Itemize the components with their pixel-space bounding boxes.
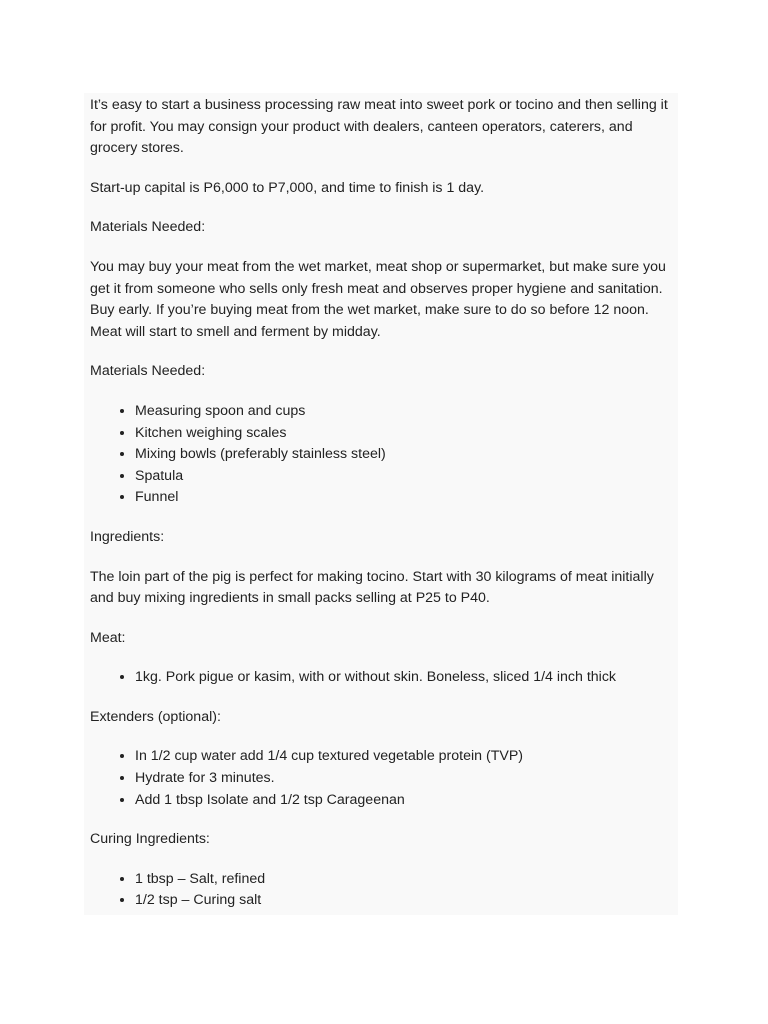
materials-heading: Materials Needed: <box>90 219 206 236</box>
extenders-list <box>90 746 676 811</box>
meat-sourcing-paragraph: You may buy your meat from the wet market, meat shop or supermarket, but make sure you get it from someone who sells only fresh meat and observes proper hygiene and sanitation. Buy early. If you’re buying meat from the wet market, make sure to do so before 12 noon. Meat will start to smell and ferment by midday. <box>90 258 666 340</box>
list-item: • Funnel <box>135 487 676 509</box>
materials-list <box>90 401 676 509</box>
list-item: • Kitchen weighing scales <box>135 423 676 445</box>
intro-paragraph: It’s easy to start a business processing raw meat into sweet pork or tocino and then selling it for profit. You may consign your product with dealers, canteen operators, caterers, and grocery stores. <box>90 97 668 157</box>
list-item: • 1 tbsp – Salt, refined <box>135 869 676 891</box>
curing-list <box>90 869 676 912</box>
document-body <box>90 95 676 930</box>
list-item: • Add 1 tbsp Isolate and 1/2 tsp Carageenan <box>135 790 676 812</box>
list-item: • Hydrate for 3 minutes. <box>135 768 676 790</box>
extenders-heading: Extenders (optional): <box>90 708 221 725</box>
ingredients-heading: Ingredients: <box>90 528 165 545</box>
ingredients-paragraph: The loin part of the pig is perfect for making tocino. Start with 30 kilograms of meat initially and buy mixing ingredients in small packs selling at P25 to P40. <box>90 568 654 607</box>
list-item: • Measuring spoon and cups <box>135 401 676 423</box>
list-item: • Mixing bowls (preferably stainless steel) <box>135 444 676 466</box>
list-item: • 1/2 tsp – Curing salt <box>135 890 676 912</box>
curing-heading: Curing Ingredients: <box>90 831 210 848</box>
materials-list-heading: Materials Needed: <box>90 363 206 380</box>
capital-paragraph: Start-up capital is P6,000 to P7,000, and time to finish is 1 day. <box>90 179 485 196</box>
list-item: • Spatula <box>135 466 676 488</box>
meat-heading: Meat: <box>90 629 126 646</box>
meat-list <box>90 667 676 689</box>
list-item: • In 1/2 cup water add 1/4 cup textured vegetable protein (TVP) <box>135 746 676 768</box>
list-item: • 1kg. Pork pigue or kasim, with or without skin. Boneless, sliced 1/4 inch thick <box>135 667 676 689</box>
